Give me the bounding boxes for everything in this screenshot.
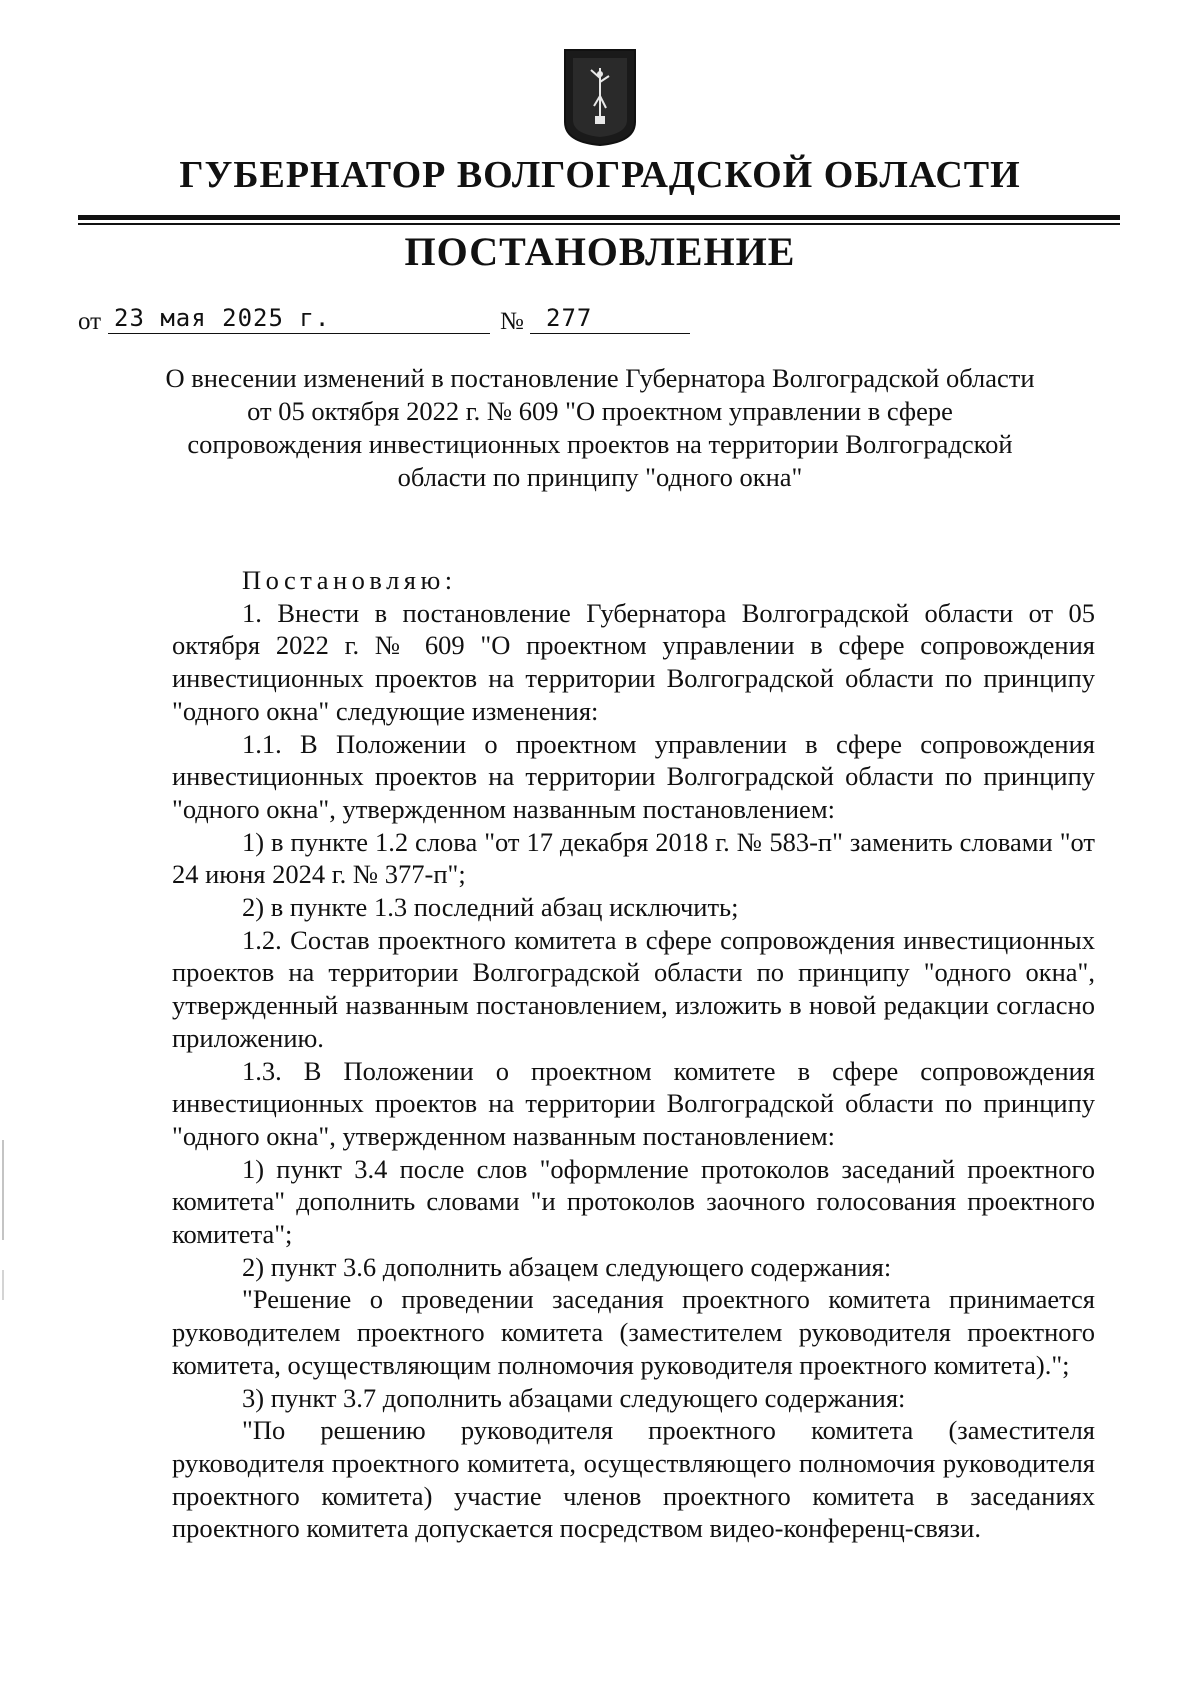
paragraph-1-3-item-2-quote: "Решение о проведении заседания проектного комитета принимается руководителем проектного комитета (заместителем руководителя проектного комитета, осуществляющим полномочия руководителя проектного комитета)."; [172,1284,1095,1380]
number-value: 277 [546,304,593,332]
date-label: от [78,308,102,335]
header-rule-thick [78,215,1120,220]
paragraph-1-3: 1.3. В Положении о проектном комитете в сфере сопровождения инвестиционных проектов на территории Волгоградской области по принципу "одного окна", утвержденном названным постановлением: [172,1055,1095,1151]
number-label: № [500,308,524,335]
paragraph-1: 1. Внести в постановление Губернатора Волгоградской области от 05 октября 2022 г. № 609 "О проектном управлении в сфере сопровождения инвестиционных проектов на территории Волгоградской области по принципу "одного окна" следующие изменения: [172,597,1095,726]
document-type: ПОСТАНОВЛЕНИЕ [404,229,796,274]
date-value: 23 мая 2025 г. [114,304,331,332]
header-rule-thin [78,223,1120,225]
paragraph-1-3-item-3: 3) пункт 3.7 дополнить абзацами следующего содержания: [242,1382,906,1413]
scan-margin-marks [0,0,8,1708]
paragraph-1-3-item-3-quote: "По решению руководителя проектного комитета (заместителя руководителя проектного комитета, осуществляющего полномочия руководителя проектного комитета) участие членов проектного комитета в заседаниях проектного комитета допускается посредством видео-конференц-связи. [172,1415,1095,1544]
date-underline [108,333,490,334]
document-body [172,564,1095,1545]
authority-title: ГУБЕРНАТОР ВОЛГОГРАДСКОЙ ОБЛАСТИ [179,154,1021,196]
volgograd-emblem-icon [561,44,639,148]
paragraph-1-1-item-1: 1) в пункте 1.2 слова "от 17 декабря 2018 г. № 583-п" заменить словами "от 24 июня 2024 г. № 377-п"; [172,826,1095,890]
document-subject: О внесении изменений в постановление Губернатора Волгоградской области от 05 октября 2022 г. № 609 "О проектном управлении в сфере сопровождения инвестиционных проектов на территории Волгоградской области по принципу "одного окна" [165,363,1035,492]
paragraph-1-1-item-2: 2) в пункте 1.3 последний абзац исключить; [242,892,739,923]
decree-opening: Постановляю: [242,565,457,595]
paragraph-1-3-item-1: 1) пункт 3.4 после слов "оформление протоколов заседаний проектного комитета" дополнить словами "и протоколов заочного голосования проектного комитета"; [172,1153,1095,1250]
paragraph-1-1: 1.1. В Положении о проектном управлении в сфере сопровождения инвестиционных проектов на территории Волгоградской области по принципу "одного окна", утвержденном названным постановлением: [172,728,1095,824]
number-underline [530,333,690,334]
paragraph-1-2: 1.2. Состав проектного комитета в сфере сопровождения инвестиционных проектов на территории Волгоградской области по принципу "одного окна", утвержденный названным постановлением, изложить в новой редакции согласно приложению. [172,924,1095,1053]
paragraph-1-3-item-2: 2) пункт 3.6 дополнить абзацем следующего содержания: [242,1251,892,1282]
